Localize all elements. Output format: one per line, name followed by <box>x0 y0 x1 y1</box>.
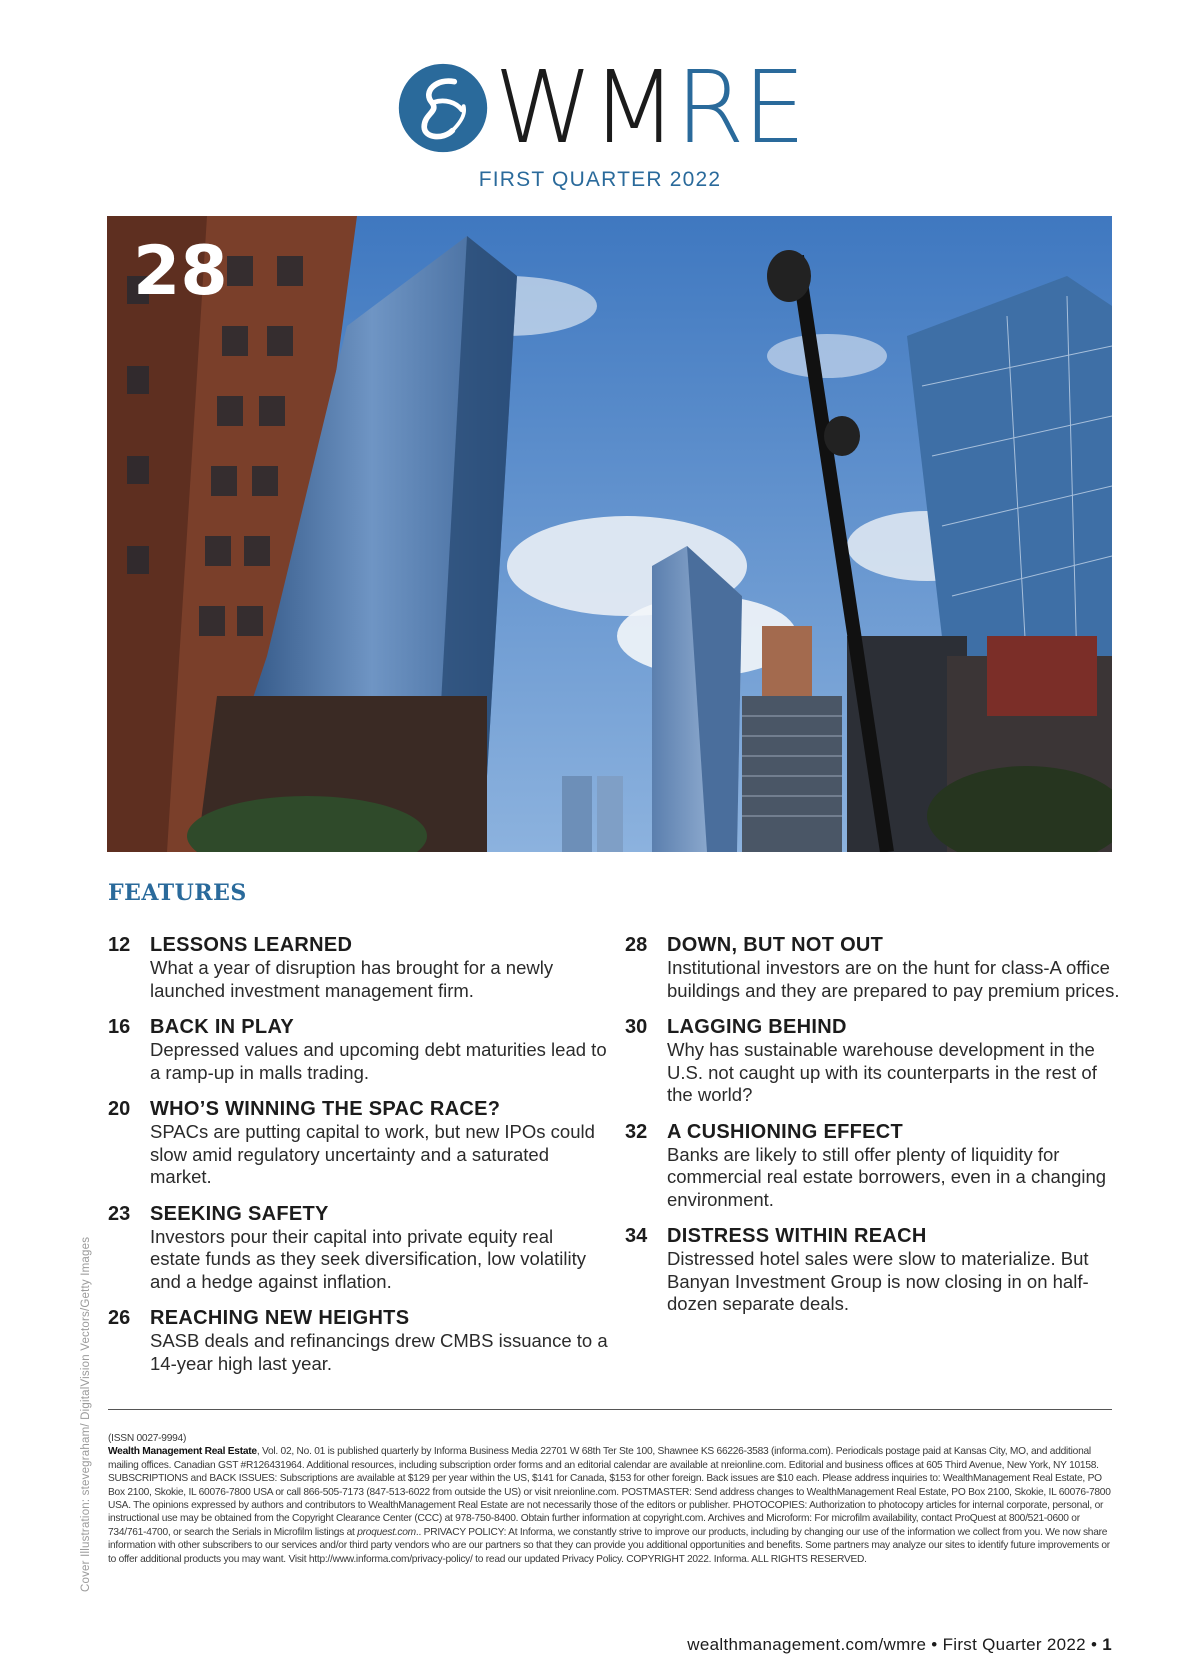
logo-re-text: RE <box>675 49 804 166</box>
features-left-column <box>108 934 608 1389</box>
feature-item[interactable] <box>108 1203 608 1294</box>
feature-description: Banks are likely to still offer plenty of liquidity for commercial real estate borrowers, even in a changing environment. <box>667 1143 1107 1210</box>
feature-item[interactable] <box>625 1225 1125 1316</box>
publication-name: Wealth Management Real Estate <box>108 1446 257 1458</box>
feature-item[interactable] <box>625 934 1125 1002</box>
features-heading: FEATURES <box>108 880 247 906</box>
footer-page-number: 1 <box>1102 1635 1112 1654</box>
feature-page-number: 23 <box>108 1202 131 1225</box>
feature-page-number: 32 <box>625 1120 648 1143</box>
legal-notice <box>108 1432 1112 1566</box>
page-footer <box>687 1635 1112 1655</box>
feature-item[interactable] <box>108 1016 608 1084</box>
feature-item[interactable] <box>108 1098 608 1189</box>
footer-bullet: • <box>1090 1635 1103 1654</box>
feature-description: Institutional investors are on the hunt for class-A office buildings and they are prepared to pay premium prices. <box>667 957 1120 1001</box>
feature-description: Depressed values and upcoming debt maturities lead to a ramp-up in malls trading. <box>150 1039 607 1083</box>
legal-text-2: .. PRIVACY POLICY: At Informa, we constantly strive to improve our products, including by changing our use of the information we collect from you. We now share information with other subscribers to our services and/or third party vendors who are our partners so that they can provide you additional opportunities and benefits. Some partners may analyze our sites to identify future improvements or to offer additional products you may want. Visit http://www.informa.com/privacy-policy/ to read our updated Privacy Policy. COPYRIGHT 2022. Informa. ALL RIGHTS RESERVED. <box>108 1526 1110 1565</box>
feature-description: Distressed hotel sales were slow to materialize. But Banyan Investment Group is now closing in on half-dozen separate deals. <box>667 1248 1089 1314</box>
legal-text-1: , Vol. 02, No. 01 is published quarterly by Informa Business Media 22701 W 68th Ter Ste 100, Shawnee KS 66226-3583 (informa.com). Periodicals postage paid at Kansas City, MO, and additional mailing offices. Canadian GST #R126431964. Additional resources, including subscription order forms and an editorial calendar are available at nreionline.com. Editorial and business offices at 605 Third Avenue, New York, NY 10158. SUBSCRIPTIONS and BACK ISSUES: Subscriptions are available at $129 per year within the US, $141 for Canada, $153 for other foreign. Back issues are $10 each. Please address inquiries to: WealthManagement Real Estate, PO Box 2100, Skokie, IL 60076-7800 USA or call 866-505-7173 (847-513-6022 from outside the US) or visit nreionline.com. POSTMASTER: Send address changes to WealthManagement Real Estate, PO Box 2100, Skokie, IL 60076-7800 USA. The opinions expressed by authors and contributors to WealthManagement Real Estate are not necessarily those of the editors or publisher. PHOTOCOPIES: Authorization to photocopy articles for internal corporate, personal, or instructional use may be obtained from the Copyright Clearance Center (CCC) at 978-750-8400. Obtain further information at copyright.com. Archives and Microform: For microfilm availability, contact ProQuest at 800/521-0600 or 734/761-4700, or search the Serials in Microfilm listings at <box>108 1446 1111 1538</box>
proquest-link[interactable]: proquest.com <box>357 1526 416 1538</box>
feature-title: DOWN, BUT NOT OUT <box>667 934 884 956</box>
feature-page-number: 12 <box>108 934 131 956</box>
feature-page-number: 20 <box>108 1098 131 1120</box>
feature-page-number: 34 <box>625 1225 648 1247</box>
divider <box>108 1409 1112 1410</box>
wmre-logo <box>396 49 804 166</box>
issue-date: FIRST QUARTER 2022 <box>478 168 722 191</box>
photo-credit: Cover Illustration: stevegraham/ DigitalVision Vectors/Getty Images <box>80 1236 92 1592</box>
feature-item[interactable] <box>625 1121 1125 1212</box>
masthead <box>0 49 1200 192</box>
logo-wm-text: WM <box>494 49 676 166</box>
feature-description: Investors pour their capital into private equity real estate funds as they seek diversification, low volatility and a hedge against inflation. <box>150 1225 586 1292</box>
feature-title: BACK IN PLAY <box>150 1016 294 1038</box>
feature-title: DISTRESS WITHIN REACH <box>667 1225 927 1247</box>
feature-item[interactable] <box>625 1016 1125 1107</box>
feature-page-number: 26 <box>108 1307 131 1329</box>
feature-title: REACHING NEW HEIGHTS <box>150 1307 410 1329</box>
feature-item[interactable] <box>108 934 608 1002</box>
wmre-logo-icon <box>396 61 490 155</box>
footer-bullet: • <box>931 1635 943 1654</box>
feature-title: LESSONS LEARNED <box>150 934 353 956</box>
feature-page-number: 16 <box>108 1016 131 1038</box>
cover-photo <box>107 216 1112 852</box>
feature-title: A CUSHIONING EFFECT <box>667 1120 904 1143</box>
feature-title: SEEKING SAFETY <box>150 1202 329 1225</box>
feature-item[interactable] <box>108 1307 608 1375</box>
footer-site-link[interactable]: wealthmanagement.com/wmre <box>687 1635 927 1654</box>
feature-title: WHO’S WINNING THE SPAC RACE? <box>150 1098 501 1120</box>
footer-issue: First Quarter 2022 <box>942 1635 1086 1654</box>
feature-description: SPACs are putting capital to work, but new IPOs could slow amid regulatory uncertainty and a saturated market. <box>150 1121 595 1187</box>
feature-description: Why has sustainable warehouse development in the U.S. not caught up with its counterparts in the rest of the world? <box>667 1039 1097 1105</box>
feature-page-number: 28 <box>625 934 648 956</box>
feature-page-number: 30 <box>625 1016 648 1038</box>
cover-photo-illustration <box>107 216 1112 852</box>
feature-description: What a year of disruption has brought for a newly launched investment management firm. <box>150 957 554 1001</box>
cover-page-ref: 28 <box>133 232 228 311</box>
features-right-column <box>625 934 1125 1330</box>
feature-description: SASB deals and refinancings drew CMBS issuance to a 14-year high last year. <box>150 1330 608 1374</box>
issn: (ISSN 0027-9994) <box>108 1433 187 1444</box>
feature-title: LAGGING BEHIND <box>667 1016 847 1038</box>
